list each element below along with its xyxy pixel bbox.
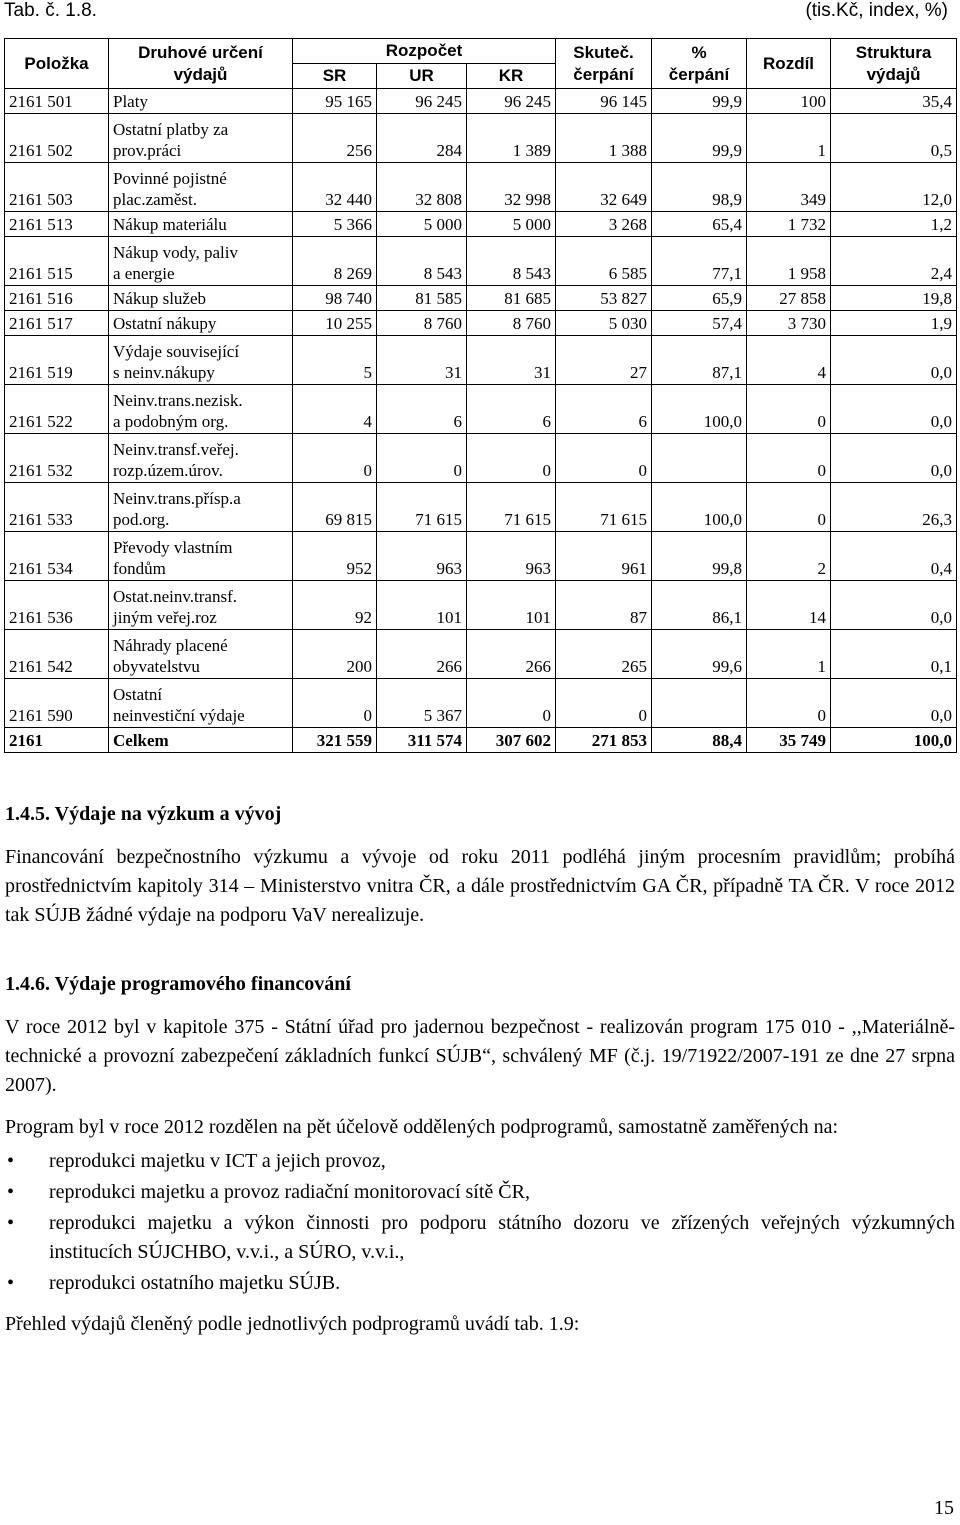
cell-str: 0,0 [831,434,957,483]
table-caption [4,0,956,28]
cell-polozka: 2161 536 [5,581,109,630]
cell-druhove-urceni: Výdaje související s neinv.nákupy [109,336,293,385]
cell-pct [652,679,747,728]
cell-kr: 307 602 [467,728,556,753]
cell-sk: 96 145 [556,89,652,114]
paragraph-vyzkum: Financování bezpečnostního výzkumu a vývoje od roku 2011 podléhá jiným procesním pravidlům; probíhá prostřednictvím kapitoly 314 – Ministerstvo vnitra ČR, a dále prostřednictvím GA ČR, případně TA ČR. V roce 2012 tak SÚJB žádné výdaje na podporu VaV nerealizuje. [5,846,955,926]
cell-kr: 96 245 [467,89,556,114]
cell-kr: 31 [467,336,556,385]
cell-str: 2,4 [831,237,957,286]
cell-ur: 284 [377,114,467,163]
cell-kr: 6 [467,385,556,434]
cell-druhove-urceni: Platy [109,89,293,114]
cell-sk: 5 030 [556,311,652,336]
cell-ur: 0 [377,434,467,483]
cell-str: 0,0 [831,581,957,630]
page-number: 15 [934,1497,954,1519]
cell-ur: 32 808 [377,163,467,212]
cell-str: 0,0 [831,679,957,728]
cell-pct: 99,9 [652,114,747,163]
table-row [5,212,957,237]
table-row [5,630,957,679]
cell-druhove-urceni: Náhrady placené obyvatelstvu [109,630,293,679]
cell-pct: 100,0 [652,385,747,434]
budget-table [4,38,957,753]
cell-druhove-urceni: Ostatní platby za prov.práci [109,114,293,163]
table-row [5,679,957,728]
list-item: • reprodukci ostatního majetku SÚJB. [5,1269,955,1298]
cell-druhove-urceni: Nákup vody, paliv a energie [109,237,293,286]
cell-kr: 5 000 [467,212,556,237]
table-row [5,311,957,336]
cell-pct: 57,4 [652,311,747,336]
cell-roz: 1 [747,114,831,163]
cell-polozka: 2161 516 [5,286,109,311]
cell-sr: 5 [293,336,377,385]
cell-druhove-urceni: Povinné pojistné plac.zaměst. [109,163,293,212]
paragraph-podprogramy: Program byl v roce 2012 rozdělen na pět účelově oddělených podprogramů, samostatně zaměřených na: [5,1116,839,1138]
cell-polozka: 2161 513 [5,212,109,237]
cell-str: 0,0 [831,336,957,385]
table-row [5,286,957,311]
cell-sk: 0 [556,679,652,728]
bullet-icon: • [7,1181,15,1203]
header-polozka: Položka [5,39,109,89]
cell-sr: 8 269 [293,237,377,286]
cell-sk: 1 388 [556,114,652,163]
cell-pct [652,434,747,483]
cell-pct: 87,1 [652,336,747,385]
table-row [5,163,957,212]
list-item: • reprodukci majetku a výkon činnosti pro podporu státního dozoru ve zřízených veřejných výzkumných institucích SÚJCHBO, v.v.i., a SÚRO, v.v.i., [5,1209,955,1267]
cell-sk: 271 853 [556,728,652,753]
cell-ur: 311 574 [377,728,467,753]
cell-roz: 0 [747,434,831,483]
cell-sr: 92 [293,581,377,630]
bullet-icon: • [7,1272,15,1294]
table-row [5,237,957,286]
cell-str: 1,2 [831,212,957,237]
cell-sr: 69 815 [293,483,377,532]
cell-sk: 3 268 [556,212,652,237]
cell-polozka: 2161 503 [5,163,109,212]
header-kr: KR [467,64,556,89]
cell-druhove-urceni: Nákup materiálu [109,212,293,237]
table-row [5,434,957,483]
cell-pct: 99,8 [652,532,747,581]
cell-pct: 99,9 [652,89,747,114]
cell-roz: 1 [747,630,831,679]
header-ur: UR [377,64,467,89]
header-procento-cerpani: % čerpání [652,39,747,89]
table-row [5,385,957,434]
cell-sr: 200 [293,630,377,679]
cell-roz: 1 732 [747,212,831,237]
cell-roz: 2 [747,532,831,581]
cell-sr: 0 [293,679,377,728]
cell-ur: 71 615 [377,483,467,532]
cell-druhove-urceni: Ostatní nákupy [109,311,293,336]
header-struktura-vydaju: Struktura výdajů [831,39,957,89]
cell-pct: 77,1 [652,237,747,286]
cell-sk: 71 615 [556,483,652,532]
cell-sr: 32 440 [293,163,377,212]
section-1-4-5 [5,800,955,930]
cell-sr: 98 740 [293,286,377,311]
cell-str: 1,9 [831,311,957,336]
cell-roz: 0 [747,483,831,532]
cell-sk: 6 585 [556,237,652,286]
cell-polozka: 2161 517 [5,311,109,336]
cell-sk: 961 [556,532,652,581]
cell-sr: 321 559 [293,728,377,753]
cell-sr: 95 165 [293,89,377,114]
cell-ur: 8 760 [377,311,467,336]
cell-polozka: 2161 502 [5,114,109,163]
cell-pct: 98,9 [652,163,747,212]
cell-polozka: 2161 533 [5,483,109,532]
cell-roz: 4 [747,336,831,385]
cell-ur: 31 [377,336,467,385]
cell-roz: 100 [747,89,831,114]
cell-sr: 10 255 [293,311,377,336]
cell-polozka: 2161 590 [5,679,109,728]
cell-kr: 8 760 [467,311,556,336]
cell-pct: 65,4 [652,212,747,237]
cell-sk: 265 [556,630,652,679]
cell-pct: 65,9 [652,286,747,311]
cell-str: 0,0 [831,385,957,434]
cell-roz: 14 [747,581,831,630]
section-heading-vyzkum: 1.4.5. Výdaje na výzkum a vývoj [5,803,282,825]
cell-druhove-urceni: Ostatní neinvestiční výdaje [109,679,293,728]
cell-kr: 32 998 [467,163,556,212]
cell-roz: 0 [747,679,831,728]
table-units: (tis.Kč, index, %) [805,0,948,21]
paragraph-prehled: Přehled výdajů členěný podle jednotlivých podprogramů uvádí tab. 1.9: [5,1313,580,1335]
cell-sk: 87 [556,581,652,630]
cell-str: 100,0 [831,728,957,753]
cell-druhove-urceni: Převody vlastním fondům [109,532,293,581]
header-druhove-urceni: Druhové určení výdajů [109,39,293,89]
table-row [5,89,957,114]
list-item: • reprodukci majetku v ICT a jejich provoz, [5,1147,955,1176]
table-row [5,336,957,385]
bullet-icon: • [7,1150,15,1172]
cell-pct: 88,4 [652,728,747,753]
header-rozpocet: Rozpočet [293,39,556,64]
cell-sr: 5 366 [293,212,377,237]
cell-sk: 32 649 [556,163,652,212]
cell-str: 35,4 [831,89,957,114]
cell-druhove-urceni: Nákup služeb [109,286,293,311]
cell-str: 0,5 [831,114,957,163]
cell-sr: 952 [293,532,377,581]
cell-roz: 35 749 [747,728,831,753]
section-heading-programove: 1.4.6. Výdaje programového financování [5,973,351,995]
cell-roz: 1 958 [747,237,831,286]
cell-ur: 5 000 [377,212,467,237]
cell-ur: 81 585 [377,286,467,311]
cell-sk: 53 827 [556,286,652,311]
cell-sr: 4 [293,385,377,434]
cell-polozka: 2161 532 [5,434,109,483]
table-body [5,89,957,753]
cell-ur: 101 [377,581,467,630]
cell-polozka: 2161 542 [5,630,109,679]
cell-ur: 5 367 [377,679,467,728]
section-1-4-6 [5,970,955,1339]
table-number: Tab. č. 1.8. [4,0,97,21]
cell-str: 0,1 [831,630,957,679]
table-row [5,483,957,532]
cell-kr: 963 [467,532,556,581]
list-item: • reprodukci majetku a provoz radiační monitorovací sítě ČR, [5,1178,955,1207]
cell-pct: 86,1 [652,581,747,630]
total-row [5,728,957,753]
cell-roz: 349 [747,163,831,212]
header-skutecne-cerpani: Skuteč. čerpání [556,39,652,89]
cell-kr: 71 615 [467,483,556,532]
cell-kr: 8 543 [467,237,556,286]
cell-kr: 1 389 [467,114,556,163]
cell-str: 12,0 [831,163,957,212]
cell-sk: 27 [556,336,652,385]
cell-druhove-urceni: Celkem [109,728,293,753]
table-row [5,581,957,630]
subprogram-list [5,1147,955,1298]
cell-ur: 8 543 [377,237,467,286]
cell-kr: 0 [467,434,556,483]
cell-polozka: 2161 519 [5,336,109,385]
cell-ur: 963 [377,532,467,581]
cell-roz: 3 730 [747,311,831,336]
cell-kr: 81 685 [467,286,556,311]
cell-polozka: 2161 [5,728,109,753]
cell-kr: 101 [467,581,556,630]
header-rozdil: Rozdíl [747,39,831,89]
cell-roz: 27 858 [747,286,831,311]
cell-sr: 0 [293,434,377,483]
table-row [5,532,957,581]
cell-pct: 99,6 [652,630,747,679]
cell-sk: 6 [556,385,652,434]
cell-str: 0,4 [831,532,957,581]
cell-roz: 0 [747,385,831,434]
cell-polozka: 2161 515 [5,237,109,286]
bullet-icon: • [7,1212,15,1234]
cell-polozka: 2161 501 [5,89,109,114]
cell-druhove-urceni: Neinv.trans.přísp.a pod.org. [109,483,293,532]
cell-pct: 100,0 [652,483,747,532]
cell-druhove-urceni: Neinv.trans.nezisk. a podobným org. [109,385,293,434]
table-row [5,114,957,163]
cell-kr: 0 [467,679,556,728]
cell-ur: 6 [377,385,467,434]
cell-ur: 266 [377,630,467,679]
cell-polozka: 2161 522 [5,385,109,434]
cell-str: 26,3 [831,483,957,532]
cell-polozka: 2161 534 [5,532,109,581]
cell-kr: 266 [467,630,556,679]
header-sr: SR [293,64,377,89]
cell-sk: 0 [556,434,652,483]
cell-druhove-urceni: Neinv.transf.veřej. rozp.územ.úrov. [109,434,293,483]
cell-druhove-urceni: Ostat.neinv.transf. jiným veřej.roz [109,581,293,630]
paragraph-program: V roce 2012 byl v kapitole 375 - Státní úřad pro jadernou bezpečnost - realizován program 175 010 - ,,Materiálně-technické a provozní zabezpečení základních funkcí SÚJB“, schválený MF (č.j. 19/71922/2007-191 ze dne 27 srpna 2007). [5,1016,955,1096]
cell-str: 19,8 [831,286,957,311]
cell-sr: 256 [293,114,377,163]
cell-ur: 96 245 [377,89,467,114]
